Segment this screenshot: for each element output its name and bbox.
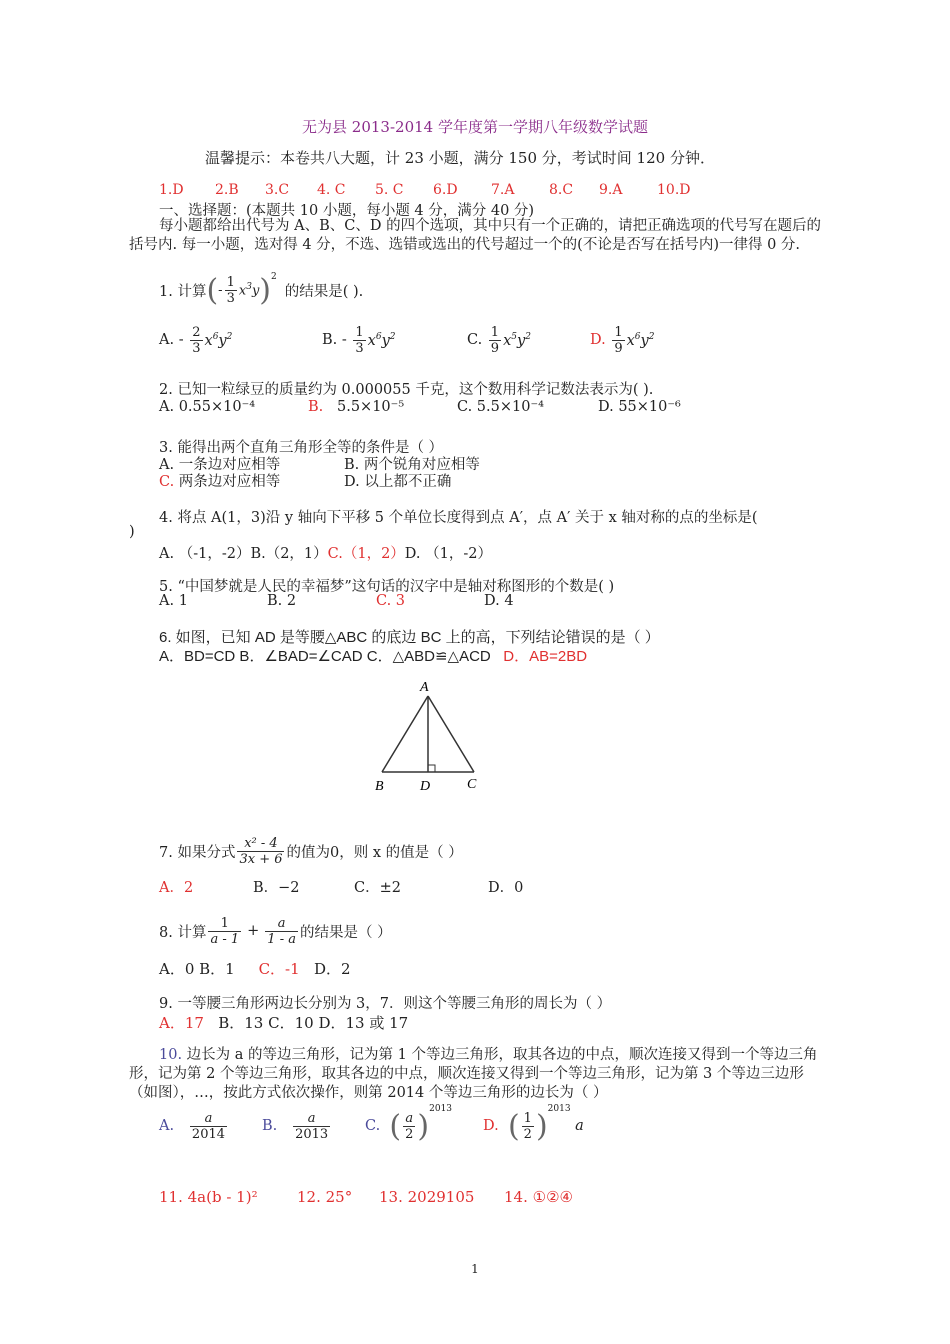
answer-13: 13. 2029105 [379,1188,475,1206]
q10-option-b [262,1104,332,1148]
q10-d-variable: a [575,1118,584,1134]
answer-key-row-2 [159,1188,573,1206]
q3-option-c [159,470,280,491]
q8-f1-numerator: 1 [220,915,229,931]
q8-plus: + [247,923,260,939]
answer-9: 9.A [599,182,623,198]
label-b: B [375,779,384,794]
q9-options [159,1012,408,1033]
q8-prefix: 8. 计算 [159,924,207,941]
question-5: 5. “中国梦就是人民的幸福梦”这句话的汉字中是轴对称图形的个数是( ) [159,579,615,595]
q8-option-d: D．2 [313,960,351,978]
q1-option-d: D. $\frac{1}{9}$ $x^6y^2$ [590,324,655,356]
q10-option-c: C. ( $\frac{a}{2}$ ) $^{2013}$ [365,1104,453,1144]
q6-options [159,645,587,666]
answer-14: 14. ①②④ [504,1188,573,1206]
q1-option-d-label: D. [590,332,606,348]
q2-option-a: A. 0.55×10⁻⁴ [159,399,256,415]
answer-6: 6.D [433,182,458,198]
answer-11: 11. 4a(b - 1)² [159,1188,258,1206]
q10-c-denominator: 2 [405,1126,414,1142]
q2-option-b-label: B. [308,399,324,415]
q7-option-c: C．±2 [354,880,401,896]
q7-numerator: x² - 4 [244,835,278,851]
label-a: A [420,680,429,695]
q3-option-d: D. 以上都不正确 [344,474,452,490]
q1-option-c-label: C. [467,332,483,348]
q10-d-denominator: 2 [523,1126,532,1142]
q7-option-b: B．−2 [253,880,300,896]
answer-key-row-1 [159,182,691,198]
question-3: 3. 能得出两个直角三角形全等的条件是（ ） [159,440,444,456]
question-9: 9. 一等腰三角形两边长分别为 3，7．则这个等腰三角形的周长为（ ） [159,996,612,1012]
q8-f2-numerator: a [277,915,286,931]
q10-option-b-label: B. [262,1118,278,1134]
question-6: 6. 如图，已知 AD 是等腰△ABC 的底边 BC 上的高，下列结论错误的是（ ） [159,629,660,646]
q1-option-a: A. - $\frac{2}{3}$ $x^6y^2$ [159,324,233,356]
triangle-figure [360,676,490,796]
q6-option-d: D．AB=2BD [503,648,588,665]
section-title: 一、选择题：(本题共 10 小题，每小题 4 分，满分 40 分) [159,203,535,219]
q10-a-denominator: 2014 [191,1126,226,1142]
answer-5: 5. C [375,182,404,198]
q10-number: 10. [159,1047,183,1063]
q10-b-denominator: 2013 [295,1126,329,1142]
page-title: 无为县 2013-2014 学年度第一学期八年级数学试题 [302,118,648,136]
q9-options-rest: B．13 C．10 D．13 或 17 [218,1014,409,1032]
q8-f2-denominator: 1 - a [267,931,296,947]
q5-option-a: A. 1 [159,593,188,609]
q1-prefix: 1. 计算 [159,283,207,300]
q10-d-numerator: 1 [523,1110,532,1126]
answer-8: 8.C [549,182,574,198]
q7-denominator: 3x + 6 [239,851,283,867]
question-7 [159,828,463,874]
q3-option-c-text: 两条边对应相等 [174,474,281,490]
answer-7: 7.A [491,182,515,198]
q10-b-numerator: a [307,1110,316,1126]
section-instructions: 每小题都给出代号为 A、B、C、D 的四个选项，其中只有一个正确的，请把正确选项的代号写在题后的括号内. 每一小题，选对得 4 分，不选、选错或选出的代号超过一个的(不论是否写在括号内)一律得 0 分. [129,218,822,253]
q7-prefix: 7. 如果分式 [159,844,236,861]
question-4: 4. 将点 A(1，3)沿 y 轴向下平移 5 个单位长度得到点 A′，点 A′ 关于 x 轴对称的点的坐标是( [159,510,758,526]
question-1: 1. 计算 ( - $\frac{1}{3}$ $x^3y$ ) $^2$ 的结果是( ). [159,272,364,308]
q10-text: 边长为 a 的等边三角形，记为第 1 个等边三角形，取其各边的中点，顺次连接又得到一个等边三角形，记为第 2 个等边三角形，取其各边的中点，顺次连接又得到一个等边三角形，记为第 3 个等边三边形（如图），…，按此方式依次操作，则第 2014 个等边三角形的边长为（ ） [129,1047,818,1101]
page-number: 1 [471,1262,479,1276]
q10-option-d: D. ( $\frac{1}{2}$ ) $^{2013}$ a [483,1104,584,1144]
q7-option-a: A．2 [159,880,194,896]
q4-option-c: C.（1，2） [327,546,405,562]
q5-option-d: D. 4 [484,593,514,609]
q8-option-c: C．-1 [258,960,300,978]
q10-option-d-label: D. [483,1118,499,1134]
label-d: D [420,779,431,794]
answer-4: 4. C [317,182,346,198]
q3-option-a: A. 一条边对应相等 [159,457,281,473]
q3-option-b: B. 两个锐角对应相等 [344,457,480,473]
q3-option-c-label: C. [159,474,175,490]
q1-option-b-label: B. [322,332,338,348]
q2-option-b: 5.5×10⁻⁵ [337,399,405,415]
q7-option-d: D．0 [488,880,524,896]
q8-options-ab: A．0 B．1 [159,960,235,978]
answer-1: 1.D [159,182,184,198]
question-4-cont: ) [129,524,135,540]
question-2: 2. 已知一粒绿豆的质量约为 0.000055 千克，这个数用科学记数法表示为( ). [159,382,654,398]
q8-f1-denominator: a - 1 [210,931,240,947]
q5-option-c: C. 3 [376,593,406,609]
answer-12: 12. 25° [297,1188,353,1206]
q10-a-numerator: a [204,1110,213,1126]
q1-option-c: C. $\frac{1}{9}$ $x^5y^2$ [467,324,531,356]
question-10 [129,1046,823,1103]
q10-option-a [159,1104,229,1148]
q2-option-d: D. 55×10⁻⁶ [598,399,681,415]
q4-option-ab: A. （-1，-2）B.（2，1） [159,546,328,562]
q10-c-exponent: 2013 [429,1104,453,1114]
question-8 [159,910,392,952]
q8-suffix: 的结果是（ ） [299,924,392,941]
q7-suffix: 的值为0，则 x 的值是（ ） [286,844,463,861]
answer-3: 3.C [265,182,290,198]
q6-options-abc: A．BD=CD B．∠BAD=∠CAD C．△ABD≌△ACD [159,648,491,665]
label-c: C [467,777,477,792]
q2-option-c: C. 5.5×10⁻⁴ [457,399,544,415]
q1-suffix: 的结果是( ). [284,283,364,300]
q1-option-b: B. - $\frac{1}{3}$ $x^6y^2$ [322,324,396,356]
q1-option-a-label: A. [159,332,175,348]
q5-option-b: B. 2 [267,593,297,609]
q10-c-numerator: a [405,1110,414,1126]
answer-10: 10.D [657,182,691,198]
q9-option-a: A．17 [159,1014,204,1032]
answer-2: 2.B [215,182,239,198]
q4-option-d: D. （1，-2） [404,546,492,562]
q10-option-c-label: C. [365,1118,381,1134]
exam-tip: 温馨提示：本卷共八大题，计 23 小题，满分 150 分，考试时间 120 分钟． [205,149,715,167]
q10-option-a-label: A. [159,1118,175,1134]
q10-d-exponent: 2013 [547,1104,571,1114]
q4-options [159,542,492,563]
q8-options [159,958,351,979]
